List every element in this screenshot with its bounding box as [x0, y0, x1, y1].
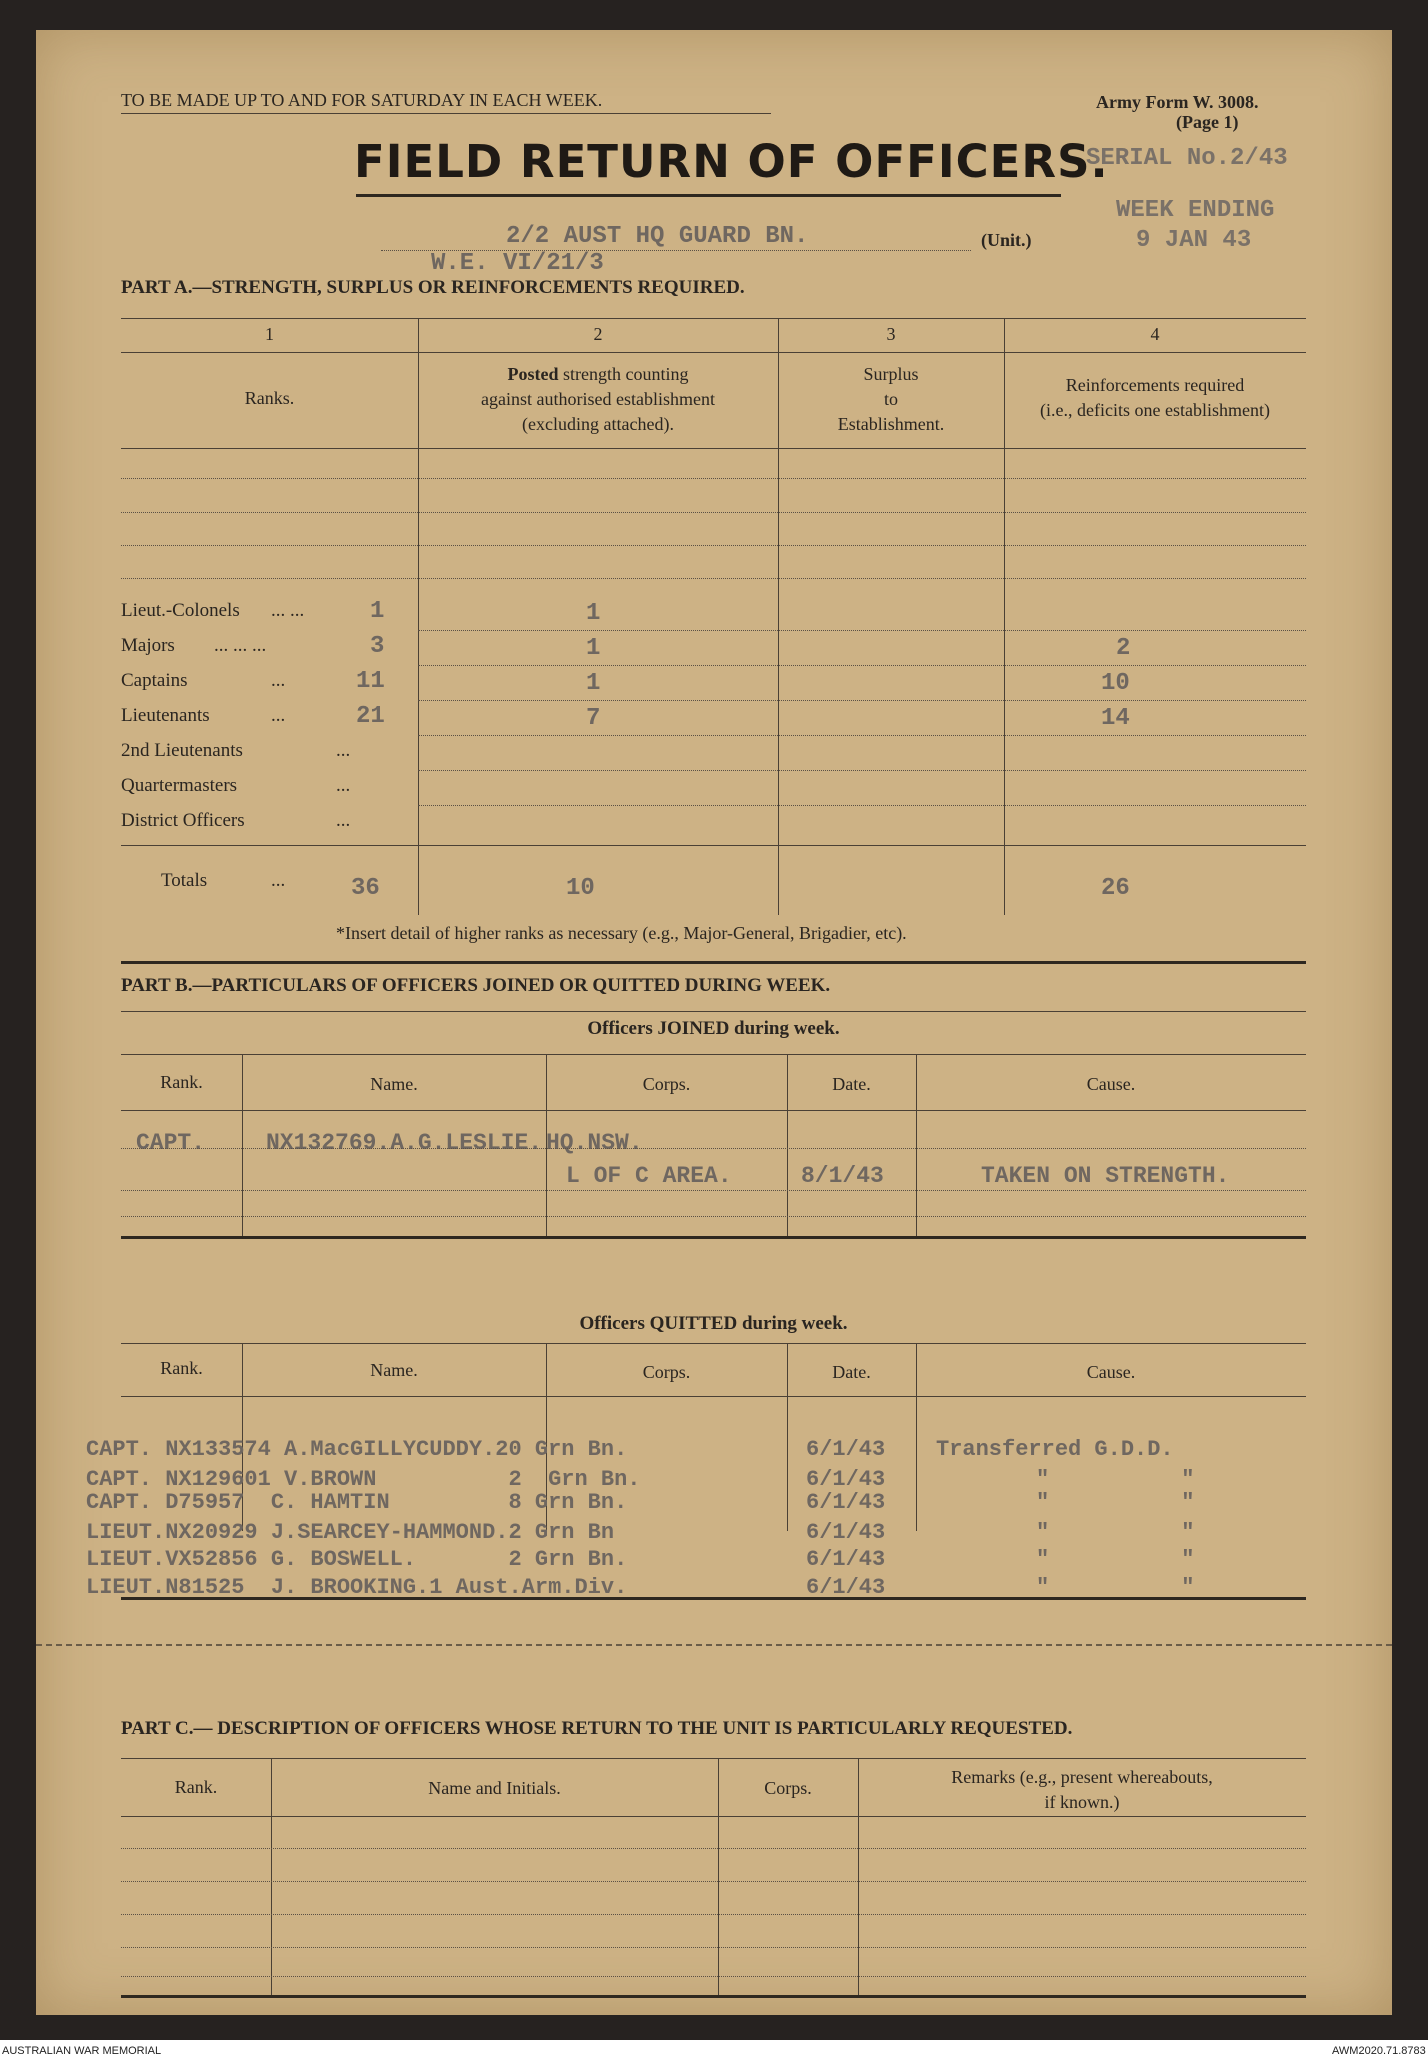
posted-value: 1: [586, 635, 601, 662]
authorised-value: 11: [356, 668, 385, 695]
footer-accession: AWM2020.71.8783: [1332, 2045, 1426, 2057]
rank-label: Lieut.-Colonels: [121, 600, 240, 621]
totals-authorised: 36: [351, 875, 380, 902]
posted-value: 1: [586, 600, 601, 627]
quitted-entry: LIEUT.N81525 J. BROOKING.1 Aust.Arm.Div.: [86, 1575, 628, 1600]
quitted-date: 6/1/43: [806, 1520, 886, 1545]
col-number-4: 4: [1150, 324, 1160, 344]
quitted-cause: " ": [1036, 1520, 1195, 1545]
part-c-col-rank: Rank.: [174, 1777, 218, 1797]
part-b-title: PART B.—PARTICULARS OF OFFICERS JOINED OR QUITTED DURING WEEK.: [121, 975, 831, 996]
totals-posted: 10: [566, 875, 595, 902]
quitted-date: 6/1/43: [806, 1437, 886, 1462]
unit-value: 2/2 AUST HQ GUARD BN.: [506, 223, 809, 250]
authorised-value: 1: [370, 598, 385, 625]
authorised-value: 3: [370, 633, 385, 660]
quitted-date: 6/1/43: [806, 1490, 886, 1515]
week-ending-label: WEEK ENDING: [1116, 197, 1275, 224]
part-c-col-name: Name and Initials.: [428, 1778, 561, 1798]
rank-label: Majors: [121, 635, 175, 656]
posted-value: 1: [586, 670, 601, 697]
quitted-date: 6/1/43: [806, 1547, 886, 1572]
joined-rank: CAPT.: [136, 1130, 206, 1156]
rank-label: Lieutenants: [121, 705, 210, 726]
col-number-3: 3: [886, 324, 896, 344]
leader-dots: ...: [271, 870, 286, 891]
joined-col-cause: Cause.: [1086, 1074, 1136, 1094]
leader-dots: ... ...: [271, 600, 305, 621]
leader-dots: ...: [336, 740, 351, 761]
joined-corps: HQ.NSW.: [546, 1130, 643, 1156]
joined-cause: TAKEN ON STRENGTH.: [981, 1163, 1230, 1189]
quitted-col-name: Name.: [370, 1360, 418, 1380]
footnote: *Insert detail of higher ranks as necessary (e.g., Major-General, Brigadier, etc).: [336, 923, 907, 943]
joined-col-rank: Rank.: [160, 1072, 203, 1092]
joined-col-corps: Corps.: [642, 1074, 691, 1094]
instruction-text: TO BE MADE UP TO AND FOR SATURDAY IN EACH WEEK.: [121, 90, 603, 110]
col-header-reinforcements: Reinforcements required (i.e., deficits one establishment): [1040, 375, 1270, 420]
leader-dots: ... ... ...: [214, 635, 267, 656]
quitted-col-date: Date.: [832, 1362, 871, 1382]
form-page: [36, 30, 1392, 2015]
quitted-cause: " ": [1036, 1575, 1195, 1600]
reinforcements-value: 2: [1116, 635, 1131, 662]
form-title: FIELD RETURN OF OFFICERS.: [354, 135, 1109, 188]
posted-value: 7: [586, 705, 601, 732]
col-number-1: 1: [265, 324, 274, 344]
footer-credit: AUSTRALIAN WAR MEMORIAL: [2, 2045, 162, 2057]
part-c-col-remarks: Remarks (e.g., present whereabouts, if known.): [951, 1767, 1213, 1812]
part-c-title: PART C.— DESCRIPTION OF OFFICERS WHOSE RETURN TO THE UNIT IS PARTICULARLY REQUESTED.: [121, 1718, 1073, 1739]
joined-col-date: Date.: [832, 1074, 871, 1094]
quitted-entry: CAPT. D75957 C. HAMTIN 8 Grn Bn.: [86, 1490, 628, 1515]
quitted-col-cause: Cause.: [1086, 1362, 1136, 1382]
we-reference: W.E. VI/21/3: [431, 250, 604, 277]
quitted-cause: Transferred G.D.D.: [936, 1437, 1174, 1462]
joined-date: 8/1/43: [801, 1163, 884, 1189]
leader-dots: ...: [271, 670, 286, 691]
quitted-entry: LIEUT.VX52856 G. BOSWELL. 2 Grn Bn.: [86, 1547, 628, 1572]
part-c-col-corps: Corps.: [764, 1778, 812, 1798]
quitted-date: 6/1/43: [806, 1467, 886, 1492]
part-a-title: PART A.—STRENGTH, SURPLUS OR REINFORCEMENTS REQUIRED.: [121, 277, 745, 298]
col-header-surplus: Surplus to Establishment.: [837, 364, 945, 434]
joined-corps-line2: L OF C AREA.: [566, 1163, 732, 1189]
reinforcements-value: 14: [1101, 705, 1130, 732]
totals-label: Totals: [161, 870, 208, 891]
joined-title: Officers JOINED during week.: [587, 1018, 840, 1039]
serial-number: SERIAL No.2/43: [1086, 145, 1288, 172]
col-header-ranks: Ranks.: [244, 388, 295, 408]
reinforcements-value: 10: [1101, 670, 1130, 697]
quitted-cause: " ": [1036, 1490, 1195, 1515]
totals-reinforcements: 26: [1101, 875, 1130, 902]
joined-name: NX132769.A.G.LESLIE.: [266, 1130, 543, 1156]
unit-label: (Unit.): [981, 230, 1032, 250]
rank-label: Quartermasters: [121, 775, 238, 796]
rank-label: 2nd Lieutenants: [121, 740, 243, 761]
quitted-entry: LIEUT.NX20929 J.SEARCEY-HAMMOND.2 Grn Bn: [86, 1520, 615, 1545]
quitted-col-corps: Corps.: [642, 1362, 691, 1382]
quitted-entry: CAPT. NX129601 V.BROWN 2 Grn Bn.: [86, 1467, 641, 1492]
joined-col-name: Name.: [370, 1074, 418, 1094]
form-number: Army Form W. 3008.: [1096, 92, 1259, 112]
perforation-line: [36, 1644, 1392, 1646]
quitted-cause: " ": [1036, 1467, 1195, 1492]
leader-dots: ...: [336, 810, 351, 831]
leader-dots: ...: [271, 705, 286, 726]
quitted-cause: " ": [1036, 1547, 1195, 1572]
authorised-value: 21: [356, 703, 385, 730]
rank-label: District Officers: [121, 810, 245, 831]
week-ending-value: 9 JAN 43: [1136, 227, 1252, 254]
quitted-date: 6/1/43: [806, 1575, 886, 1600]
quitted-entry: CAPT. NX133574 A.MacGILLYCUDDY.20 Grn Bn.: [86, 1437, 628, 1462]
quitted-title: Officers QUITTED during week.: [579, 1313, 848, 1334]
rank-label: Captains: [121, 670, 188, 691]
col-number-2: 2: [593, 324, 603, 344]
quitted-col-rank: Rank.: [160, 1358, 203, 1378]
col-header-posted: Posted strength counting against authorised establishment (excluding attached).: [481, 364, 715, 434]
leader-dots: ...: [336, 775, 351, 796]
page-number: (Page 1): [1176, 112, 1239, 132]
